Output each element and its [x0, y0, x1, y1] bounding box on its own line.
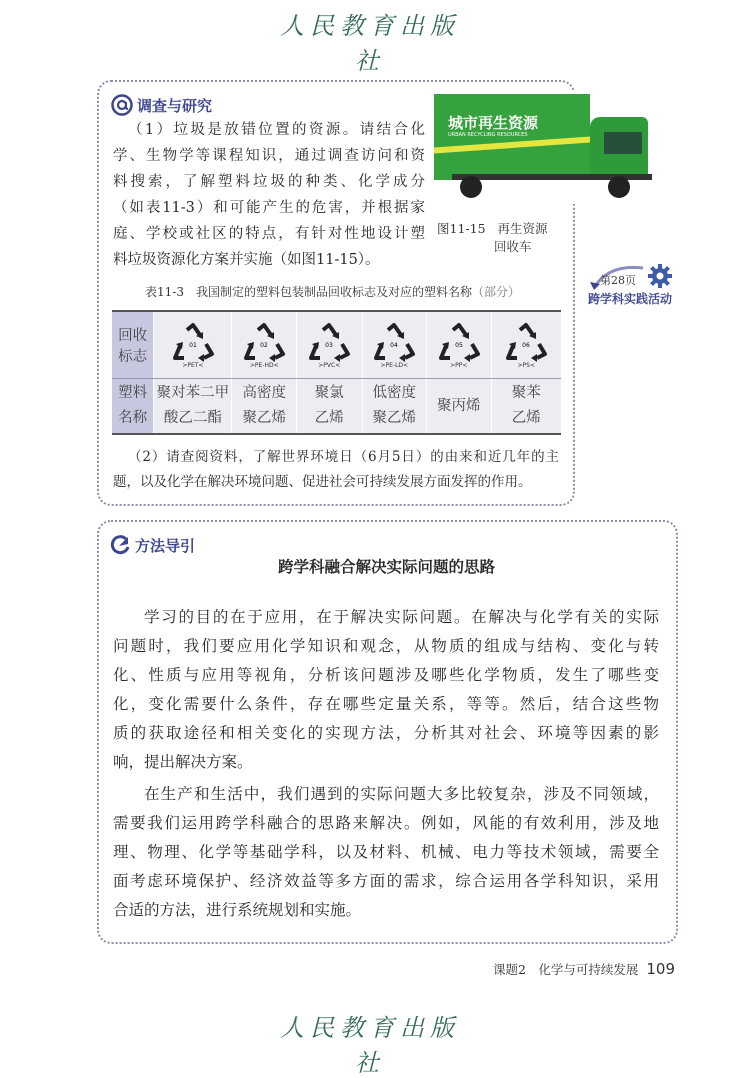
svg-text:03: 03	[325, 341, 334, 349]
text-line: 响，提出解决方案。	[113, 753, 253, 771]
plastic-name-cell: 高密度 聚乙烯	[232, 379, 297, 435]
text-line: （2）请查阅资料，了解世界环境日（6月5日）的由来和近几年的主	[128, 449, 559, 465]
figure-number: 图11-15	[437, 221, 486, 236]
plastic-name-cell: 聚氯 乙烯	[297, 379, 363, 435]
gear-icon	[648, 264, 672, 288]
text-line: 学、生物学等课程知识，通过调查访问和资	[113, 148, 425, 164]
plastic-name-cell: 聚对苯二甲 酸乙二酯	[154, 379, 232, 435]
footer-lesson: 课题2 化学与可持续发展	[492, 962, 639, 977]
text-line: 料垃圾资源化方案并实施（如图11-15）。	[113, 252, 380, 268]
recycling-symbol-cell	[491, 311, 561, 379]
plastic-name-cell: 聚苯 乙烯	[491, 379, 561, 435]
text-line: 化、性质与应用等视角，分析该问题涉及哪些化学物质，发生了哪些变	[113, 666, 659, 684]
plastic-name-cell: 聚丙烯	[427, 379, 492, 435]
recycling-symbol-cell	[297, 311, 363, 379]
cross-reference-label: 跨学科实践活动	[588, 292, 673, 306]
text-line: （如表11-3）和可能产生的危害，并根据家	[113, 200, 425, 216]
text-line: 问题时，我们要应用化学知识和观念，从物质的组成与结构、变化与转	[113, 637, 659, 655]
recycling-code-table	[112, 310, 561, 435]
row-header-plastic-name: 塑料 名称	[112, 379, 154, 435]
table-caption-suffix: （部分）	[471, 285, 520, 299]
publisher-watermark-bottom: 人民教育出版社	[280, 1014, 460, 1077]
text-line: 庭、学校或社区的特点，有针对性地设计塑	[113, 226, 425, 242]
text-line: 合适的方法，进行系统规划和实施。	[113, 901, 362, 919]
recycle-triangle-icon	[232, 322, 296, 369]
recycle-triangle-icon	[492, 322, 561, 369]
publisher-watermark-top: 人民教育出版社	[280, 12, 460, 75]
recycling-symbol-cell	[427, 311, 492, 379]
cross-reference-note[interactable]	[588, 262, 708, 308]
recycling-truck-image	[432, 92, 654, 204]
truck-lettering: 城市再生资源	[448, 114, 539, 132]
plastic-name-cell: 低密度 聚乙烯	[362, 379, 427, 435]
figure-caption-line2: 回收车	[494, 239, 532, 254]
recycle-triangle-icon	[363, 322, 427, 369]
resin-code: >PE-HD<	[249, 361, 279, 369]
method-title: 方法导引	[135, 536, 196, 555]
svg-text:05: 05	[454, 341, 463, 349]
text-line: 题，以及化学在解决环境问题、促进社会可持续发展方面发挥的作用。	[113, 474, 532, 490]
page-number: 109	[646, 960, 675, 978]
text-line: 在生产和生活中，我们遇到的实际问题大多比较复杂，涉及不同领域，	[144, 785, 659, 803]
page-footer	[493, 960, 675, 978]
text-line: （1）垃圾是放错位置的资源。请结合化	[128, 122, 425, 138]
method-header	[109, 534, 195, 556]
recycle-triangle-icon	[297, 322, 362, 369]
table-caption	[145, 283, 520, 300]
text-line: 化，变化需要什么条件，存在哪些定量关系，等等。然后，结合这些物	[113, 695, 659, 713]
figure-caption	[437, 219, 547, 255]
recycling-symbol-cell	[362, 311, 427, 379]
resin-code: >PE-LD<	[380, 361, 409, 369]
text-line: 质的获取途径和相关变化的实现方法，分析其对社会、环境等因素的影	[113, 724, 659, 742]
recycle-triangle-icon	[154, 322, 231, 369]
recycling-symbol-cell	[154, 311, 232, 379]
text-line: 面考虑环境保护、经济效益等多方面的需求，综合运用各学科知识，采用	[113, 872, 659, 890]
text-line: 需要我们运用跨学科融合的思路来解决。例如，风能的有效利用，涉及地	[113, 814, 659, 832]
refresh-arrow-icon	[109, 534, 131, 556]
investigate-header	[111, 94, 212, 116]
row-header-recycling-symbol: 回收 标志	[112, 311, 154, 379]
figure-caption-line1: 再生资源	[497, 221, 548, 236]
investigate-title: 调查与研究	[137, 96, 213, 115]
resin-code: >PS<	[517, 361, 536, 369]
table-caption-text: 表11-3 我国制定的塑料包装制品回收标志及对应的塑料名称	[145, 285, 472, 299]
truck-lettering-en: URBAN RECYCLING RESOURCES	[448, 132, 528, 138]
recycling-symbol-cell	[232, 311, 297, 379]
text-line: 理、物理、化学等基础学科，以及材料、机械、电力等技术领域，需要全	[113, 843, 659, 861]
resin-code: >PP<	[450, 361, 468, 369]
resin-code: >PET<	[182, 361, 204, 369]
svg-text:04: 04	[390, 341, 399, 349]
method-heading: 跨学科融合解决实际问题的思路	[277, 557, 495, 576]
at-icon	[111, 94, 133, 116]
text-line: 学习的目的在于应用，在于解决实际问题。在解决与化学有关的实际	[144, 608, 659, 626]
cross-reference-page: 第28页	[600, 274, 636, 287]
svg-text:06: 06	[522, 341, 531, 349]
resin-code: >PVC<	[318, 361, 341, 369]
svg-text:01: 01	[189, 341, 197, 349]
text-line: 料搜索，了解塑料垃圾的种类、化学成分	[113, 174, 425, 190]
recycle-triangle-icon	[427, 322, 491, 369]
svg-text:02: 02	[260, 341, 269, 349]
